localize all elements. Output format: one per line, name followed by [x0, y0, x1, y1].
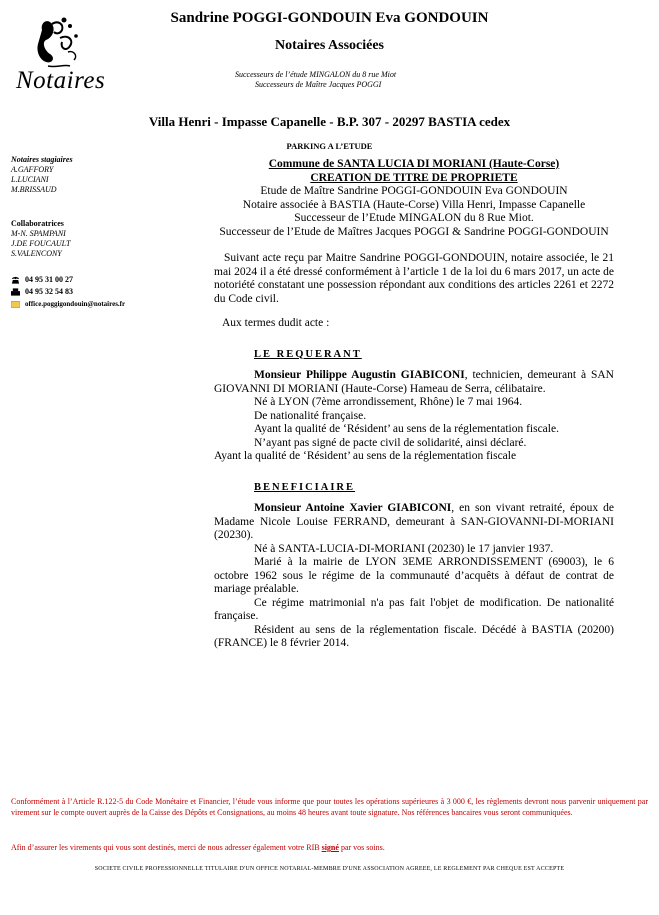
logo-word: Notaires — [16, 67, 106, 94]
fax-icon — [11, 288, 20, 296]
beneficiaire-paragraph — [214, 502, 614, 543]
beneficiaire-name: Monsieur Antoine Xavier GIABICONI — [254, 502, 452, 514]
notice-body — [214, 158, 614, 651]
rib-text: Afin d’assurer les virements qui vous sont destinés, merci de nous adresser également votre RIB — [11, 843, 322, 852]
successor-line: Successeurs de Maître Jacques POGGI — [255, 80, 382, 89]
beneficiaire-line: Marié à la mairie de LYON 3EME ARRONDISSEMENT (69003), le 6 octobre 1962 sous le régime de la communauté d’acquêts à défaut de contrat de mariage préalable. — [214, 556, 614, 595]
collaboratrices-block — [11, 219, 70, 259]
requerant-details: , technicien, demeurant à SAN GIOVANNI DI MORIANI (Haute-Corse) Hameau de Serra, célibataire. — [214, 369, 614, 395]
commune-heading: Commune de SANTA LUCIA DI MORIANI (Haute-Corse) — [268, 158, 560, 170]
stagiaires-block — [11, 155, 73, 195]
requerant-last-line: Ayant la qualité de ‘Résident’ au sens de la réglementation fiscale — [214, 450, 517, 462]
requerant-line: Ayant la qualité de ‘Résident’ au sens de la réglementation fiscale. — [254, 423, 559, 435]
office-line: Successeur de l’Etude de Maîtres Jacques POGGI & Sandrine POGGI-GONDOUIN — [219, 225, 609, 238]
collaboratrice-name: M-N. SPAMPANI — [11, 229, 66, 238]
phone-icon — [11, 276, 20, 284]
beneficiaire-line: Né à SANTA-LUCIA-DI-MORIANI (20230) le 17 janvier 1937. — [254, 542, 554, 555]
requerant-heading: LE REQUERANT — [254, 348, 362, 360]
beneficiaire-details: , en son vivant retraité, époux de Madame Nicole Louise FERRAND, demeurant à SAN-GIOVANNI-DI-MORIANI (20230). — [214, 502, 615, 541]
collaboratrices-title: Collaboratrices — [11, 219, 64, 228]
rib-signed: signé — [321, 843, 339, 852]
aux-termes: Aux termes dudit acte : — [222, 317, 330, 329]
successor-line: Successeurs de l’étude MINGALON du 8 rue Miot — [235, 70, 397, 79]
company-footer: SOCIETE CIVILE PROFESSIONNELLE TITULAIRE D'UN OFFICE NOTARIAL-MEMBRE D'UNE ASSOCIATION AGREEE, LE REGLEMENT PAR CHEQUE EST ACCEPTE — [94, 866, 565, 872]
stagiaire-name: L.LUCIANI — [11, 175, 49, 184]
stagiaire-name: M.BRISSAUD — [11, 185, 57, 194]
intro-paragraph: Suivant acte reçu par Maitre Sandrine POGGI-GONDOUIN, notaire associée, le 21 mai 2024 il a été dressé conformément à l’article 1 de la loi du 6 mars 2017, un acte de notoriété constatant une possession répondant aux conditions des articles 2261 et 2272 du Code civil. — [214, 252, 614, 305]
mail-icon — [11, 300, 20, 308]
notaries-names: Sandrine POGGI-GONDOUIN Eva GONDOUIN — [170, 10, 489, 26]
office-line: Notaire associée à BASTIA (Haute-Corse) Villa Henri, Impasse Capanelle — [242, 198, 586, 211]
email-row — [11, 298, 125, 310]
email-address[interactable]: office.poggigondouin@notaires.fr — [25, 300, 126, 308]
requerant-name: Monsieur Philippe Augustin GIABICONI — [254, 369, 465, 381]
requerant-paragraph — [214, 369, 614, 396]
office-address: Villa Henri - Impasse Capanelle - B.P. 307 - 20297 BASTIA cedex — [148, 114, 511, 129]
fax-number: 04 95 32 54 83 — [25, 287, 73, 296]
rib-notice — [11, 843, 648, 854]
beneficiaire-line: Ce régime matrimonial n'a pas fait l'objet de modification. De nationalité française. — [214, 596, 614, 622]
notice-title: CREATION DE TITRE DE PROPRIETE — [310, 171, 518, 184]
requerant-line: De nationalité française. — [254, 409, 367, 422]
contact-block — [11, 274, 125, 310]
requerant-line: Né à LYON (7ème arrondissement, Rhône) le 7 mai 1964. — [254, 396, 523, 408]
stagiaires-title: Notaires stagiaires — [11, 155, 73, 164]
collaboratrice-name: J.DE FOUCAULT — [11, 239, 71, 248]
beneficiaire-heading: BENEFICIAIRE — [254, 481, 356, 493]
successors-block — [235, 70, 396, 90]
requerant-line: N’ayant pas signé de pacte civil de solidarité, ainsi déclaré. — [254, 436, 527, 449]
collaboratrice-name: S.VALENCONY — [11, 249, 62, 258]
office-line: Successeur de l’Etude MINGALON du 8 Rue Miot. — [294, 212, 534, 224]
legal-notice: Conformément à l’Article R.122-5 du Code Monétaire et Financier, l’étude vous informe que pour toutes les opérations supérieures à 3 000 €, les règlements devront nous parvenir uniquement par virement sur le compte ouvert auprès de la Caisse des Dépôts et Consignations, au moins 48 heures avant toute signature. Nos références bancaires vous seront communiquées. — [11, 797, 648, 817]
fax-row — [11, 286, 125, 298]
notaries-subtitle: Notaires Associées — [275, 38, 384, 53]
rib-text-end: par vos soins. — [338, 843, 385, 852]
stagiaire-name: A.GAFFORY — [11, 165, 54, 174]
phone-row — [11, 274, 125, 286]
beneficiaire-line: Résident au sens de la réglementation fiscale. Décédé à BASTIA (20200) (FRANCE) le 8 février 2014. — [214, 623, 614, 649]
office-line: Etude de Maître Sandrine POGGI-GONDOUIN Eva GONDOUIN — [260, 185, 568, 197]
phone-number: 04 95 31 00 27 — [25, 275, 73, 284]
parking-note: PARKING A L’ETUDE — [286, 141, 373, 151]
